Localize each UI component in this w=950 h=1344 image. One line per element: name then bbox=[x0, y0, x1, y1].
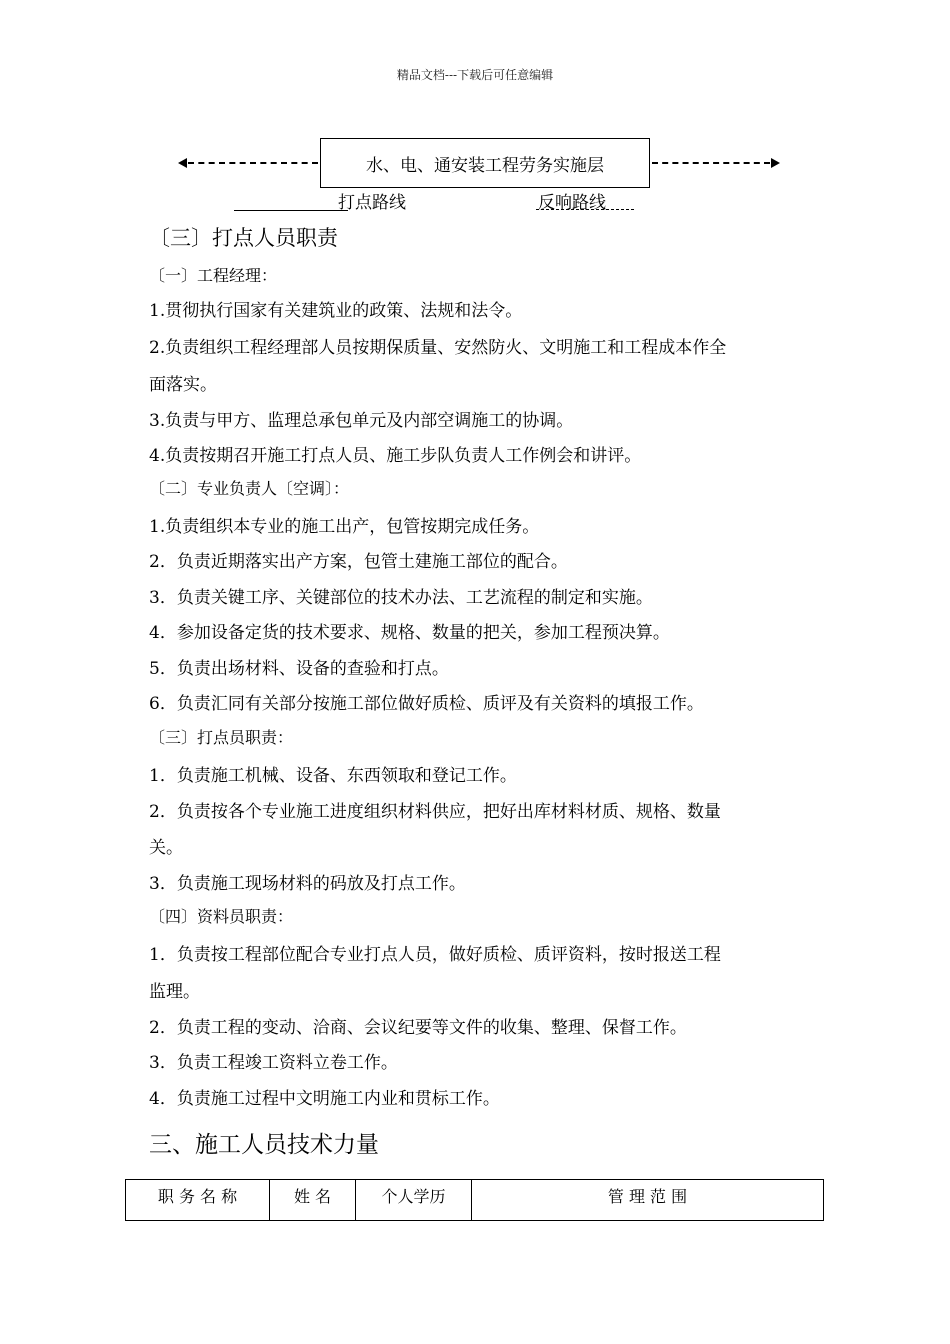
table-header-cell: 管 理 范 围 bbox=[472, 1180, 824, 1221]
arrow-right-icon bbox=[771, 158, 780, 168]
feedback-route-label: 反响路线 bbox=[538, 193, 606, 213]
list-item: 3．负责关键工序、关键部位的技术办法、工艺流程的制定和实施。 bbox=[149, 588, 653, 608]
role-title-document-clerk: 〔四〕资料员职责： bbox=[149, 907, 294, 926]
list-item: 2．负责按各个专业施工进度组织材料供应，把好出库材料材质、规格、数量 bbox=[149, 802, 721, 822]
staff-table bbox=[125, 1179, 824, 1221]
list-item: 3．负责施工现场材料的码放及打点工作。 bbox=[149, 874, 466, 894]
arrow-left-icon bbox=[178, 158, 187, 168]
list-item: 监理。 bbox=[149, 982, 200, 1002]
role-title-administrator: 〔三〕打点员职责： bbox=[149, 728, 294, 747]
table-header-cell: 职 务 名 称 bbox=[126, 1180, 270, 1221]
list-item: 4.负责按期召开施工打点人员、施工步队负责人工作例会和讲评。 bbox=[149, 446, 642, 466]
table-header-cell: 姓 名 bbox=[270, 1180, 356, 1221]
list-item: 1.贯彻执行国家有关建筑业的政策、法规和法令。 bbox=[149, 301, 523, 321]
section-title-tech-strength: 三、施工人员技术力量 bbox=[149, 1132, 379, 1158]
section-title-duties: 〔三〕打点人员职责 bbox=[149, 226, 338, 250]
list-item: 1．负责按工程部位配合专业打点人员，做好质检、质评资料，按时报送工程 bbox=[149, 945, 721, 965]
list-item: 4．负责施工过程中文明施工内业和贯标工作。 bbox=[149, 1089, 500, 1109]
left-route-underline bbox=[234, 210, 348, 211]
role-title-project-manager: 〔一〕工程经理： bbox=[149, 266, 278, 285]
right-dashed-connector bbox=[652, 162, 770, 164]
right-route-underline bbox=[536, 209, 634, 210]
list-item: 2.负责组织工程经理部人员按期保质量、安然防火、文明施工和工程成本作全 bbox=[149, 338, 727, 358]
list-item: 6．负责汇同有关部分按施工部位做好质检、质评及有关资料的填报工作。 bbox=[149, 694, 704, 714]
list-item: 1．负责施工机械、设备、东西领取和登记工作。 bbox=[149, 766, 517, 786]
management-route-label: 打点路线 bbox=[338, 193, 406, 213]
list-item: 关。 bbox=[149, 838, 183, 858]
list-item: 5．负责出场材料、设备的查验和打点。 bbox=[149, 659, 449, 679]
list-item: 2．负责近期落实出产方案，包管土建施工部位的配合。 bbox=[149, 552, 568, 572]
list-item: 4．参加设备定货的技术要求、规格、数量的把关，参加工程预决算。 bbox=[149, 623, 670, 643]
implementation-layer-box bbox=[320, 138, 650, 188]
list-item: 3．负责工程竣工资料立卷工作。 bbox=[149, 1053, 398, 1073]
list-item: 1.负责组织本专业的施工出产，包管按期完成任务。 bbox=[149, 517, 540, 537]
table-header-cell: 个人学历 bbox=[356, 1180, 472, 1221]
role-title-specialist: 〔二〕专业负责人〔空调〕： bbox=[149, 479, 350, 498]
list-item: 面落实。 bbox=[149, 375, 217, 395]
list-item: 2．负责工程的变动、洽商、会议纪要等文件的收集、整理、保督工作。 bbox=[149, 1018, 687, 1038]
implementation-layer-label: 水、电、通安装工程劳务实施层 bbox=[366, 155, 604, 176]
left-dashed-connector bbox=[188, 162, 318, 164]
table-header-row bbox=[126, 1180, 824, 1221]
header-note: 精品文档---下载后可任意编辑 bbox=[396, 68, 554, 82]
list-item: 3.负责与甲方、监理总承包单元及内部空调施工的协调。 bbox=[149, 411, 574, 431]
